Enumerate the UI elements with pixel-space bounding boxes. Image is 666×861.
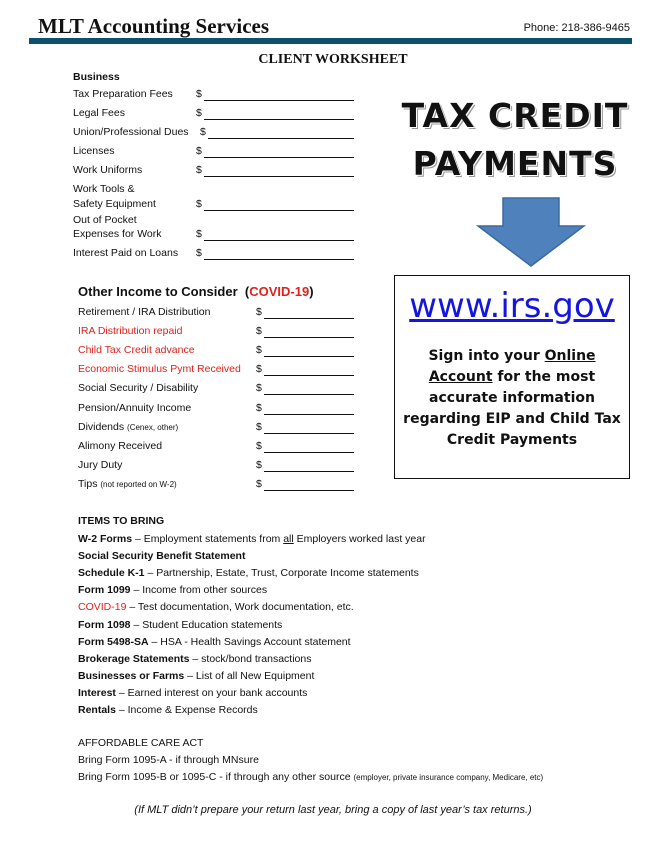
- dollar-sign: $: [256, 325, 262, 338]
- row-label: Child Tax Credit advance: [78, 344, 195, 357]
- bring-item: [78, 550, 245, 562]
- amount-field[interactable]: [264, 433, 354, 434]
- bring-item: [78, 533, 426, 545]
- business-row: [73, 164, 142, 177]
- separator: –: [144, 567, 157, 580]
- row-label: Out of Pocket: [73, 214, 137, 226]
- amount-field[interactable]: [204, 240, 354, 241]
- item-desc: Employment statements from: [143, 533, 284, 545]
- business-row: [73, 126, 189, 139]
- amount-field[interactable]: [204, 176, 354, 177]
- item-term: Schedule K-1: [78, 567, 145, 580]
- business-row: [73, 107, 125, 120]
- text: Sign into your: [428, 348, 540, 364]
- dollar-sign: $: [256, 420, 262, 433]
- income-row: [78, 344, 195, 356]
- amount-field[interactable]: [204, 259, 354, 260]
- row-label: Jury Duty: [78, 458, 123, 471]
- amount-field[interactable]: [204, 157, 354, 158]
- income-row: [78, 306, 210, 318]
- note: (employer, private insurance company, Medicare, etc): [353, 773, 544, 782]
- dollar-sign: $: [196, 164, 202, 176]
- irs-link[interactable]: www.irs.gov: [409, 286, 615, 326]
- item-desc: Income & Expense Records: [127, 704, 258, 716]
- row-label: Dividends: [78, 420, 125, 433]
- item-term: Businesses or Farms: [78, 669, 185, 682]
- row-label: Social Security / Disability: [78, 382, 199, 395]
- footer-note: (If MLT didn’t prepare your return last year, bring a copy of last year’s tax returns.): [134, 804, 532, 816]
- text: Bring Form 1095-B or 1095-C - if through any other source: [78, 771, 351, 783]
- row-label: Retirement / IRA Distribution: [78, 306, 211, 318]
- bring-item: [78, 601, 354, 613]
- item-term: Interest: [78, 686, 116, 699]
- bring-item: [78, 687, 307, 699]
- dollar-sign: $: [256, 344, 262, 357]
- business-row: [73, 214, 162, 241]
- business-heading: Business: [73, 71, 120, 83]
- separator: –: [184, 669, 196, 682]
- separator: –: [126, 601, 138, 614]
- bring-item: [78, 653, 311, 665]
- income-row: [78, 402, 191, 414]
- item-desc: Student Education statements: [142, 618, 283, 631]
- income-row: [78, 440, 162, 452]
- row-label: Alimony Received: [78, 439, 163, 452]
- row-label: Tips: [78, 477, 98, 490]
- row-label: Safety Equipment: [73, 198, 156, 210]
- income-row: [78, 459, 122, 471]
- aca-heading: AFFORDABLE CARE ACT: [78, 737, 204, 749]
- text: for the most accurate information regarding EIP and Child Tax Credit Payments: [403, 369, 621, 448]
- income-row: [78, 325, 182, 337]
- income-row: [78, 421, 178, 433]
- row-label: Pension/Annuity Income: [78, 401, 192, 414]
- dollar-sign: $: [256, 439, 262, 452]
- item-desc: HSA - Health Savings Account statement: [160, 635, 351, 648]
- item-term: Rentals: [78, 704, 116, 716]
- aca-line: [78, 771, 543, 783]
- dollar-sign: $: [196, 145, 202, 157]
- separator: –: [189, 652, 202, 665]
- bring-item: [78, 704, 258, 716]
- dollar-sign: $: [256, 363, 262, 376]
- item-desc: Income from other sources: [142, 584, 268, 597]
- row-label: Union/Professional Dues: [73, 126, 189, 138]
- dollar-sign: $: [196, 247, 202, 259]
- other-income-heading: [78, 284, 314, 299]
- separator: –: [130, 584, 143, 597]
- amount-field[interactable]: [264, 414, 354, 415]
- row-label: Interest Paid on Loans: [73, 247, 179, 259]
- row-label: Tax Preparation Fees: [73, 88, 173, 100]
- item-desc: List of all New Equipment: [195, 669, 315, 682]
- row-note: (Cenex, other): [127, 422, 179, 432]
- separator: –: [115, 686, 128, 699]
- emphasis: all: [283, 533, 294, 545]
- income-row: [78, 478, 177, 490]
- separator: –: [132, 533, 144, 545]
- amount-field[interactable]: [208, 138, 354, 139]
- items-to-bring-heading: ITEMS TO BRING: [78, 515, 165, 527]
- dollar-sign: $: [196, 107, 202, 119]
- paren: ): [309, 284, 314, 299]
- row-label: Legal Fees: [73, 107, 125, 119]
- business-row: [73, 183, 156, 211]
- row-label: Work Uniforms: [73, 164, 143, 176]
- amount-field[interactable]: [264, 356, 354, 357]
- row-note: (not reported on W-2): [100, 479, 177, 489]
- amount-field[interactable]: [264, 337, 354, 338]
- irs-instructions: [403, 346, 621, 451]
- separator: –: [148, 635, 161, 648]
- tax-credit-heading: TAX CREDIT: [401, 96, 629, 135]
- dollar-sign: $: [256, 401, 262, 414]
- dollar-sign: $: [196, 228, 202, 240]
- business-row: [73, 88, 173, 101]
- dollar-sign: $: [196, 88, 202, 100]
- separator: –: [115, 704, 128, 716]
- income-row: [78, 382, 198, 394]
- business-row: [73, 247, 178, 260]
- item-term: Form 5498-SA: [78, 635, 149, 648]
- item-desc: Test documentation, Work documentation, etc.: [137, 601, 354, 614]
- irs-info-box: [394, 275, 630, 479]
- bring-item: [78, 619, 282, 631]
- down-arrow-icon: [476, 196, 586, 268]
- amount-field[interactable]: [264, 452, 354, 453]
- amount-field[interactable]: [204, 119, 354, 120]
- dollar-sign: $: [256, 306, 262, 318]
- item-term: Form 1099: [78, 584, 131, 597]
- row-label: Economic Stimulus Pymt Received: [78, 363, 241, 376]
- payments-heading: PAYMENTS: [412, 144, 618, 183]
- bring-item: [78, 567, 419, 579]
- item-desc: Earned interest on your bank accounts: [127, 686, 308, 699]
- company-title: MLT Accounting Services: [38, 14, 270, 38]
- row-label: Licenses: [73, 145, 115, 157]
- heading-text: Other Income to Consider: [78, 284, 238, 299]
- aca-line: Bring Form 1095-A - if through MNsure: [78, 754, 259, 766]
- amount-field[interactable]: [264, 490, 354, 491]
- online-account-link[interactable]: Online Account: [428, 348, 596, 385]
- dollar-sign: $: [256, 477, 262, 490]
- amount-field[interactable]: [264, 318, 354, 319]
- dollar-sign: $: [256, 458, 262, 471]
- separator: –: [130, 618, 143, 631]
- item-term: Brokerage Statements: [78, 652, 190, 665]
- item-desc: stock/bond transactions: [201, 652, 312, 665]
- covid-label: COVID-19: [249, 284, 310, 299]
- item-desc: Employers worked last year: [293, 533, 426, 545]
- row-label: Work Tools &: [73, 183, 135, 195]
- amount-field[interactable]: [264, 394, 354, 395]
- income-row: [78, 363, 241, 375]
- amount-field[interactable]: [264, 471, 354, 472]
- worksheet-title: CLIENT WORKSHEET: [258, 52, 408, 67]
- business-row: [73, 145, 114, 158]
- item-desc: Partnership, Estate, Trust, Corporate Income statements: [156, 567, 419, 580]
- dollar-sign: $: [200, 126, 206, 138]
- header-divider-bar: [29, 38, 632, 44]
- dollar-sign: $: [196, 198, 202, 210]
- paren: (: [244, 284, 250, 299]
- dollar-sign: $: [256, 382, 262, 395]
- bring-item: [78, 636, 351, 648]
- item-term: W-2 Forms: [78, 533, 133, 545]
- amount-field[interactable]: [204, 100, 354, 101]
- phone-number: Phone: 218-386-9465: [523, 22, 630, 34]
- item-term: Form 1098: [78, 618, 131, 631]
- amount-field[interactable]: [264, 375, 354, 376]
- amount-field[interactable]: [204, 210, 354, 211]
- row-label: IRA Distribution repaid: [78, 325, 183, 338]
- item-term: Social Security Benefit Statement: [78, 550, 246, 563]
- row-label: Expenses for Work: [73, 228, 162, 240]
- item-term: COVID-19: [78, 601, 127, 614]
- bring-item: [78, 584, 267, 596]
- bring-item: [78, 670, 314, 682]
